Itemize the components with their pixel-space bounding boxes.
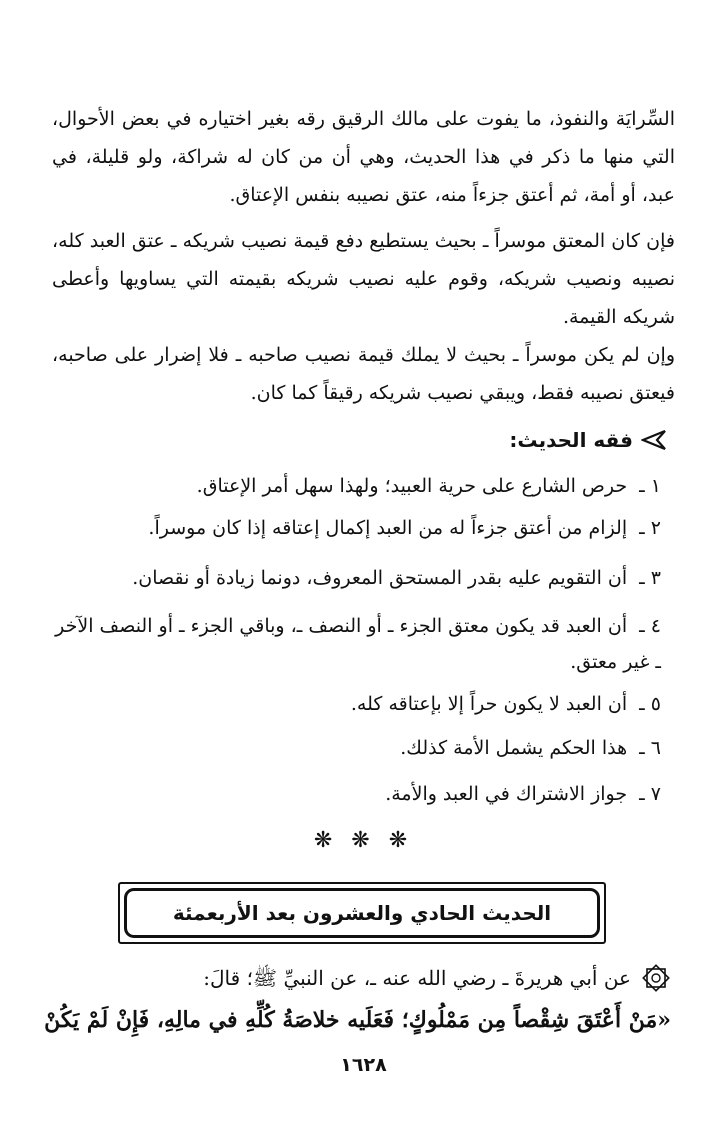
- list-item: [52, 510, 661, 546]
- banner-title: الحديث الحادي والعشرون بعد الأربعمئة: [172, 901, 552, 925]
- paragraph-text: وإن لم يكن موسراً ـ بحيث لا يملك قيمة نصيب صاحبه ـ فلا إضرار على صاحبه، فيعتق نصيبه فقط، ويبقي نصيب شريكه رقيقاً كما كان.: [52, 344, 675, 404]
- item-text: جواز الاشتراك في العبد والأمة.: [385, 783, 628, 805]
- item-number: ٤ ـ: [639, 615, 661, 637]
- paragraph-text: السِّرايَة والنفوذ، ما يفوت على مالك الرقيق رقه بغير اختياره في بعض الأحوال، التي منها ما ذكر في هذا الحديث، وهي أن من كان له شراكة، ولو قليلة، في عبد، أو أمة، ثم أعتق جزءاً منه، عتق نصيبه بنفس الإعتاق.: [52, 108, 675, 206]
- list-item: [52, 560, 661, 596]
- item-text: أن العبد قد يكون معتق الجزء ـ أو النصف ـ، وباقي الجزء ـ أو النصف الآخر ـ غير معتق.: [55, 615, 661, 673]
- list-item: [52, 468, 661, 504]
- paragraph-1: [52, 100, 675, 214]
- item-number: ١ ـ: [639, 475, 661, 497]
- banner-inner-frame: [124, 888, 600, 938]
- item-number: ٦ ـ: [639, 737, 661, 759]
- arrow-pointer-icon: [641, 429, 667, 451]
- paragraph-3: [52, 336, 675, 412]
- list-item: [52, 686, 661, 722]
- hadith-intro-text: عن أبي هريرةَ ـ رضي الله عنه ـ، عن النبيِّ ﷺ؛ قالَ:: [203, 966, 631, 990]
- hadith-text: «مَنْ أَعْتَقَ شِقْصاً مِن مَمْلُوكٍ؛ فَعَلَيه خلاصَةُ كُلِّهِ في مالِهِ، فَإِنْ لَمْ يَكُنْ: [44, 1007, 671, 1033]
- hadith-title-banner: [118, 882, 606, 944]
- octagram-star-icon: [641, 963, 671, 993]
- item-text: أن العبد لا يكون حراً إلا بإعتاقه كله.: [350, 693, 628, 715]
- list-item: [52, 608, 661, 680]
- section-separator: ❋ ❋ ❋: [313, 828, 414, 853]
- section-heading-text: فقه الحديث:: [509, 428, 633, 452]
- item-text: حرص الشارع على حرية العبيد؛ ولهذا سهل أمر الإعتاق.: [196, 475, 628, 497]
- item-text: إلزام من أعتق جزءاً له من العبد إكمال إعتاقه إذا كان موسراً.: [148, 517, 628, 539]
- item-number: ٧ ـ: [639, 783, 661, 805]
- paragraph-text: فإن كان المعتق موسراً ـ بحيث يستطيع دفع قيمة نصيب شريكه ـ عتق العبد كله، نصيبه ونصيب شريكه، وقوم عليه نصيب شريكه بقيمته التي يساويها وأعطى شريكه القيمة.: [52, 230, 675, 328]
- paragraph-2: [52, 222, 675, 336]
- item-number: ٥ ـ: [639, 693, 661, 715]
- hadith-intro: [52, 958, 671, 998]
- item-number: ٣ ـ: [639, 567, 661, 589]
- item-text: أن التقويم عليه بقدر المستحق المعروف، دونما زيادة أو نقصان.: [132, 567, 628, 589]
- page-number: ١٦٢٨: [340, 1054, 387, 1076]
- item-number: ٢ ـ: [639, 517, 661, 539]
- item-text: هذا الحكم يشمل الأمة كذلك.: [400, 737, 628, 759]
- list-item: [52, 730, 661, 766]
- list-item: [52, 776, 661, 812]
- section-heading: [509, 428, 667, 452]
